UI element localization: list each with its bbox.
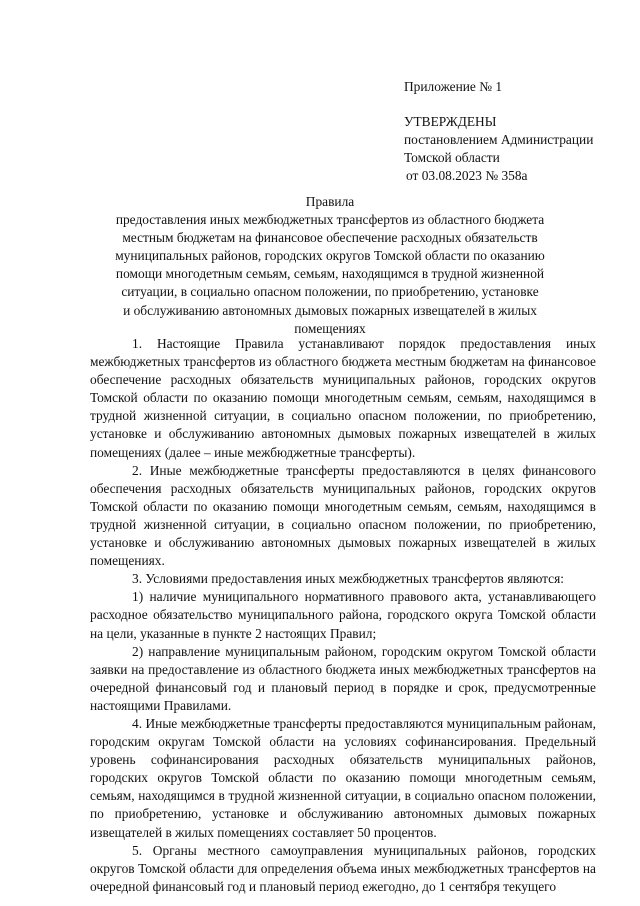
- paragraph-4: 4. Иные межбюджетные трансферты предоставляются муниципальным районам, городским округам Томской области на условиях софинансирования. Предельный уровень софинансирования расходных обязательств муниципальных районов, городских округов Томской области по оказанию помощи многодетным семьям, семьям, находящимся в трудной жизненной ситуации, в социально опасном положении, по приобретению, установке и обслуживанию автономных дымовых пожарных извещателей в жилых помещениях составляет 50 процентов.: [90, 715, 596, 840]
- approval-authority-line1: постановлением Администрации: [404, 132, 594, 148]
- paragraph-5: 5. Органы местного самоуправления муниципальных районов, городских округов Томской области для определения объема иных межбюджетных трансфертов на очередной финансовый год и плановый период ежегодно, до 1 сентября текущего: [90, 842, 596, 894]
- title-line: местным бюджетам на финансовое обеспечение расходных обязательств: [122, 230, 538, 246]
- appendix-label: Приложение № 1: [404, 79, 503, 94]
- title-line: ситуации, в социально опасном положении, по приобретению, установке: [121, 284, 539, 300]
- paragraph-3-item-1: 1) наличие муниципального нормативного правового акта, устанавливающего расходное обязательство муниципального района, городского округа Томской области на цели, указанные в пункте 2 настоящих Правил;: [90, 589, 596, 641]
- title-line: помощи многодетным семьям, семьям, находящимся в трудной жизненной: [115, 266, 545, 282]
- title-line: помещениях: [294, 320, 366, 336]
- approval-date: от 03.08.2023 № 358а: [406, 168, 528, 184]
- title-line: и обслуживанию автономных дымовых пожарных извещателей в жилых: [123, 302, 537, 318]
- title-line: предоставления иных межбюджетных трансфертов из областного бюджета: [115, 212, 545, 228]
- document-body: [90, 335, 596, 896]
- paragraph-1: 1. Настоящие Правила устанавливают порядок предоставления иных межбюджетных трансфертов из областного бюджета местным бюджетам на финансовое обеспечение расходных обязательств муниципальных районов, городских округов Томской области по оказанию помощи многодетным семьям, семьям, находящимся в трудной жизненной ситуации, в социально опасном положении, по приобретению, установке и обслуживанию автономных дымовых пожарных извещателей в жилых помещениях (далее – иные межбюджетные трансферты).: [90, 336, 596, 460]
- title-heading: Правила: [305, 194, 355, 209]
- approval-authority-line2: Томской области: [404, 150, 500, 166]
- paragraph-3-item-2: 2) направление муниципальным районом, городским округом Томской области заявки на предоставление из областного бюджета иных межбюджетных трансфертов на очередной финансовый год и плановый период в порядке и срок, предусмотренные настоящими Правилами.: [90, 643, 596, 713]
- document-title: [90, 193, 570, 338]
- title-line: муниципальных районов, городских округов Томской области по оказанию: [115, 248, 545, 264]
- approved-label: УТВЕРЖДЕНЫ: [404, 114, 497, 130]
- paragraph-2: 2. Иные межбюджетные трансферты предоставляются в целях финансового обеспечения расходных обязательств муниципальных районов, городских округов Томской области по оказанию помощи многодетным семьям, семьям, находящимся в трудной жизненной ситуации, в социально опасном положении, по приобретению, установке и обслуживанию автономных дымовых пожарных извещателей в жилых помещениях.: [90, 462, 596, 569]
- approval-stamp-block: [404, 78, 614, 185]
- paragraph-3: 3. Условиями предоставления иных межбюджетных трансфертов являются:: [132, 571, 565, 587]
